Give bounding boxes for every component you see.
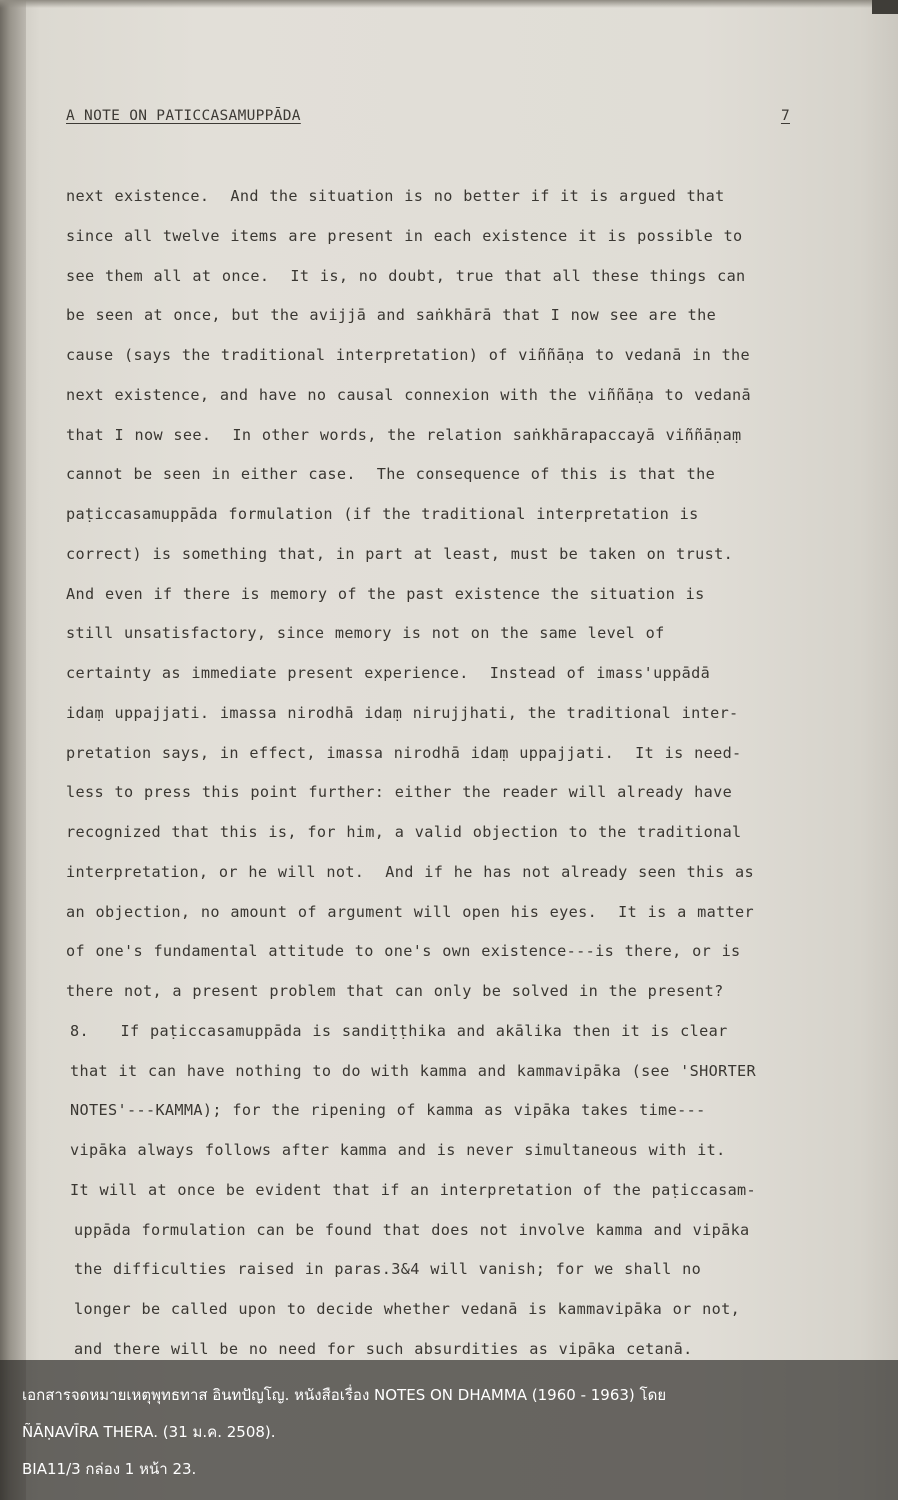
text-line: 8. If paṭiccasamuppāda is sandiṭṭhika and akālika then it is clear <box>70 1021 728 1040</box>
page-title: A NOTE ON PATICCASAMUPPĀDA <box>66 108 301 124</box>
text-line: of one's fundamental attitude to one's own existence---is there, or is <box>66 942 741 961</box>
text-line: that it can have nothing to do with kamma and kammavipāka (see 'SHORTER <box>70 1061 757 1080</box>
text-line: idaṃ uppajjati. imassa nirodhā idaṃ nirujjhati, the traditional inter- <box>66 703 739 722</box>
text-line: be seen at once, but the avijjā and saṅkhārā that I now see are the <box>66 306 717 325</box>
text-line: that I now see. In other words, the relation saṅkhārapaccayā viññāṇaṃ <box>66 425 742 444</box>
text-line: less to press this point further: either the reader will already have <box>66 783 733 802</box>
text-line: interpretation, or he will not. And if he has not already seen this as <box>66 862 755 881</box>
text-line: certainty as immediate present experience. Instead of imass'uppādā <box>66 664 711 682</box>
archive-caption <box>0 1360 898 1500</box>
text-line: see them all at once. It is, no doubt, true that all these things can <box>66 266 746 285</box>
text-line: longer be called upon to decide whether vedanā is kammavipāka or not, <box>74 1300 741 1318</box>
caption-line: ÑĀṆAVĪRA THERA. (31 ม.ค. 2508). <box>22 1423 276 1441</box>
text-line: next existence. And the situation is no better if it is argued that <box>66 187 725 205</box>
typed-text-body <box>66 186 796 1379</box>
text-line: there not, a present problem that can only be solved in the present? <box>66 982 724 1000</box>
text-line: recognized that this is, for him, a valid objection to the traditional <box>66 823 742 841</box>
caption-line: เอกสารจดหมายเหตุพุทธทาส อินทปัญโญ. หนังสือเรื่อง NOTES ON DHAMMA (1960 - 1963) โดย <box>22 1386 667 1404</box>
text-line: cause (says the traditional interpretation) of viññāṇa to vedanā in the <box>66 346 751 364</box>
text-line: cannot be seen in either case. The consequence of this is that the <box>66 465 716 484</box>
text-line: It will at once be evident that if an interpretation of the paṭiccasam- <box>70 1180 757 1199</box>
text-line: next existence, and have no causal connexion with the viññāṇa to vedanā <box>66 385 752 404</box>
text-line: pretation says, in effect, imassa nirodhā idaṃ uppajjati. It is need- <box>66 743 742 762</box>
text-line: And even if there is memory of the past existence the situation is <box>66 584 705 603</box>
text-line: an objection, no amount of argument will open his eyes. It is a matter <box>66 902 755 921</box>
text-line: NOTES'---KAMMA); for the ripening of kamma as vipāka takes time--- <box>70 1101 706 1120</box>
text-line: and there will be no need for such absurdities as vipāka cetanā. <box>74 1339 693 1358</box>
text-line: still unsatisfactory, since memory is not on the same level of <box>66 624 665 643</box>
book-spine-shadow <box>0 0 26 1500</box>
text-line: vipāka always follows after kamma and is never simultaneous with it. <box>70 1141 726 1159</box>
text-line: paṭiccasamuppāda formulation (if the traditional interpretation is <box>66 505 699 523</box>
text-line: uppāda formulation can be found that does not involve kamma and vipāka <box>74 1220 750 1239</box>
text-line: correct) is something that, in part at least, must be taken on trust. <box>66 544 734 563</box>
text-line: the difficulties raised in paras.3&4 will vanish; for we shall no <box>74 1260 702 1279</box>
page-number: 7 <box>780 108 790 124</box>
corner-tab <box>872 0 898 14</box>
caption-line: BIA11/3 กล่อง 1 หน้า 23. <box>22 1460 197 1478</box>
page-top-edge <box>0 0 898 8</box>
text-line: since all twelve items are present in each existence it is possible to <box>66 226 743 245</box>
page-header <box>66 108 790 128</box>
